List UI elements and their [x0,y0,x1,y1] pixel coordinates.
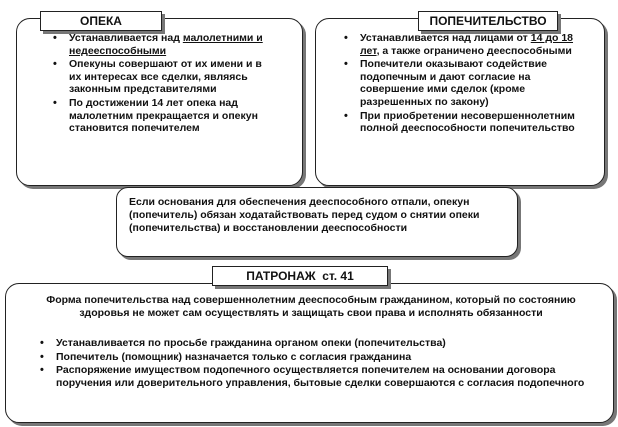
patronage-list [34,337,594,390]
list-item [47,32,269,57]
guardianship-box [16,18,303,186]
list-item: • Устанавливается по просьбе гражданина органом опеки (попечительства) [34,337,594,350]
list-item [47,58,269,96]
list-item [338,110,580,135]
patronage-title: ПАТРОНАЖ ст. 41 [212,266,388,286]
item-text: По достижении 14 лет опека над малолетним прекращается и опекун становится попечителем [69,96,258,135]
guardianship-title: ОПЕКА [40,11,162,31]
patronage-box [5,283,614,423]
item-text: Попечители оказывают содействие подопечным и дают согласие на совершение ими сделок (кроме разрешенных по закону) [360,58,548,108]
list-item [338,58,580,108]
item-text: Устанавливается над [69,32,183,44]
curatorship-title: ПОПЕЧИТЕЛЬСТВО [418,11,558,31]
item-text: При приобретении несовершеннолетним полной дееспособности попечительство [360,109,575,135]
list-item [338,32,580,57]
guardianship-list [47,32,269,136]
list-item: • Распоряжение имуществом подопечного осуществляется попечителем на основании договора поручения или доверительного управления, бытовые сделки совершаются с согласия подопечного [34,364,594,389]
item-text: Устанавливается над лицами от [360,32,531,44]
item-text: , а также ограничено дееспособными [376,44,572,57]
item-emphasis: малолетними и недееспособными [69,32,263,57]
list-item: • Попечитель (помощник) назначается только с согласия гражданина [34,351,594,364]
restoration-note-text: Если основания для обеспечения дееспособного отпали, опекун (попечитель) обязан ходатайствовать перед судом о снятии опеки (попечительства) и восстановлении дееспособности [129,196,480,234]
list-item [47,97,269,135]
item-emphasis: 14 до 18 лет [360,32,574,57]
restoration-note-box [116,187,518,257]
item-text: Опекуны совершают от их имени и в их интересах все сделки, являясь законным представителями [69,58,262,96]
patronage-intro: Форма попечительства над совершеннолетним дееспособным гражданином, который по состоянию здоровья не может сам осуществлять и защищать свои права и исполнять обязанности [46,294,576,319]
curatorship-box [315,18,605,186]
curatorship-list [338,32,580,136]
